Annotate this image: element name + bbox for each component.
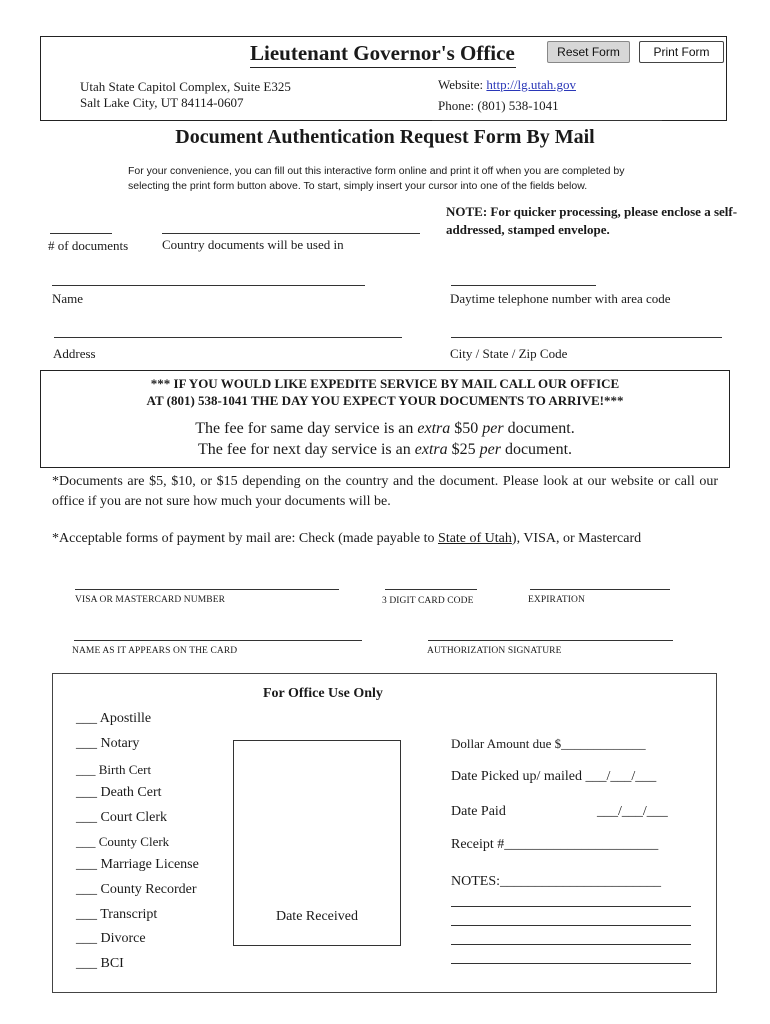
expedite-line-2: AT (801) 538-1041 THE DAY YOU EXPECT YOUR DOCUMENTS TO ARRIVE!***: [146, 393, 624, 408]
checkbox-notary[interactable]: ___ Notary: [76, 736, 140, 751]
date-paid-field[interactable]: ___/___/___: [597, 804, 668, 819]
address-label: Address: [53, 346, 96, 361]
phone-number: Phone: (801) 538-1041: [438, 98, 559, 113]
card-code-label: 3 DIGIT CARD CODE: [382, 596, 474, 606]
checkbox-divorce[interactable]: ___ Divorce: [76, 931, 146, 946]
payment-text: *Acceptable forms of payment by mail are: Check (made payable to: [52, 531, 439, 546]
header-divider: [432, 120, 662, 121]
next-day-post: document.: [500, 441, 573, 458]
next-day-fee-text: The fee for next day service is an: [197, 441, 415, 458]
name-field[interactable]: [52, 285, 365, 286]
next-day-fee: [40, 441, 730, 459]
checkbox-bci[interactable]: ___ BCI: [76, 956, 124, 971]
same-day-extra: extra: [417, 420, 451, 437]
date-picked-up[interactable]: Date Picked up/ mailed ___/___/___: [451, 769, 657, 784]
name-label: Name: [52, 291, 84, 306]
date-paid-label: Date Paid: [451, 804, 506, 819]
website-row: [438, 77, 576, 93]
signature-field[interactable]: [428, 640, 673, 641]
city-state-zip-field[interactable]: [451, 337, 722, 338]
card-name-label: NAME AS IT APPEARS ON THE CARD: [72, 646, 238, 656]
checkbox-marriage-license[interactable]: ___ Marriage License: [76, 857, 199, 872]
payment-payee: State of Utah: [438, 531, 512, 546]
city-state-zip-label: City / State / Zip Code: [450, 346, 568, 361]
notes-line-1[interactable]: [451, 906, 691, 907]
next-day-per: per: [479, 441, 501, 458]
reset-form-button[interactable]: Reset Form: [547, 41, 630, 63]
receipt-number[interactable]: Receipt #______________________: [451, 837, 659, 852]
office-title-underline: [250, 67, 516, 68]
notes-line-3[interactable]: [451, 944, 691, 945]
form-instructions: For your convenience, you can fill out this interactive form online and print it off when you are completed by selecting the print form button above. To start, simply insert your cursor into one of the fields below.: [128, 165, 625, 192]
dollar-amount-due[interactable]: Dollar Amount due $_____________: [451, 736, 646, 751]
signature-label: AUTHORIZATION SIGNATURE: [427, 646, 562, 656]
notes-line-2[interactable]: [451, 925, 691, 926]
same-day-amount: $50: [450, 420, 483, 437]
website-link[interactable]: http://lg.utah.gov: [486, 77, 576, 92]
checkbox-birth-cert[interactable]: ___ Birth Cert: [76, 762, 152, 777]
payment-text-end: ), VISA, or Mastercard: [511, 531, 642, 546]
form-title: Document Authentication Request Form By Mail: [175, 126, 595, 148]
card-name-field[interactable]: [74, 640, 362, 641]
same-day-post: document.: [503, 420, 575, 437]
country-field[interactable]: [162, 233, 420, 234]
date-received-label: Date Received: [275, 909, 358, 924]
same-day-fee-text: The fee for same day service is an: [195, 420, 418, 437]
address-field[interactable]: [54, 337, 402, 338]
address-line-2: Salt Lake City, UT 84114-0607: [80, 95, 244, 110]
checkbox-county-clerk[interactable]: ___ County Clerk: [76, 834, 170, 849]
same-day-fee: [40, 420, 730, 438]
expedite-line-1: *** IF YOU WOULD LIKE EXPEDITE SERVICE BY MAIL CALL OUR OFFICE: [150, 376, 620, 391]
website-label: Website:: [438, 77, 487, 92]
card-code-field[interactable]: [385, 589, 477, 590]
envelope-note: NOTE: For quicker processing, please enclose a self-addressed, stamped envelope.: [446, 204, 738, 237]
office-use-title: For Office Use Only: [263, 686, 383, 701]
checkbox-apostille[interactable]: ___ Apostille: [76, 711, 152, 726]
expiration-label: EXPIRATION: [528, 595, 585, 605]
daytime-phone-field[interactable]: [451, 285, 596, 286]
checkbox-transcript[interactable]: ___ Transcript: [76, 907, 158, 922]
card-number-label: VISA OR MASTERCARD NUMBER: [75, 595, 226, 605]
country-label: Country documents will be used in: [162, 237, 344, 252]
address-line-1: Utah State Capitol Complex, Suite E325: [80, 79, 291, 94]
next-day-amount: $25: [447, 441, 480, 458]
print-form-button[interactable]: Print Form: [639, 41, 724, 63]
office-title: Lieutenant Governor's Office: [250, 41, 515, 65]
num-documents-label: # of documents: [48, 238, 129, 253]
next-day-extra: extra: [414, 441, 448, 458]
payment-methods: [52, 529, 718, 549]
document-fees-note: *Documents are $5, $10, or $15 depending on the country and the document. Please look at our website or call our office if you are not sure how much your documents will be.: [52, 474, 718, 509]
notes-line-4[interactable]: [451, 963, 691, 964]
checkbox-court-clerk[interactable]: ___ Court Clerk: [76, 810, 167, 825]
checkbox-county-recorder[interactable]: ___ County Recorder: [76, 882, 197, 897]
expiration-field[interactable]: [530, 589, 670, 590]
checkbox-death-cert[interactable]: ___ Death Cert: [76, 785, 162, 800]
notes-label[interactable]: NOTES:_______________________: [451, 874, 661, 889]
num-documents-field[interactable]: [50, 233, 112, 234]
daytime-phone-label: Daytime telephone number with area code: [450, 291, 671, 306]
same-day-per: per: [482, 420, 504, 437]
card-number-field[interactable]: [75, 589, 339, 590]
